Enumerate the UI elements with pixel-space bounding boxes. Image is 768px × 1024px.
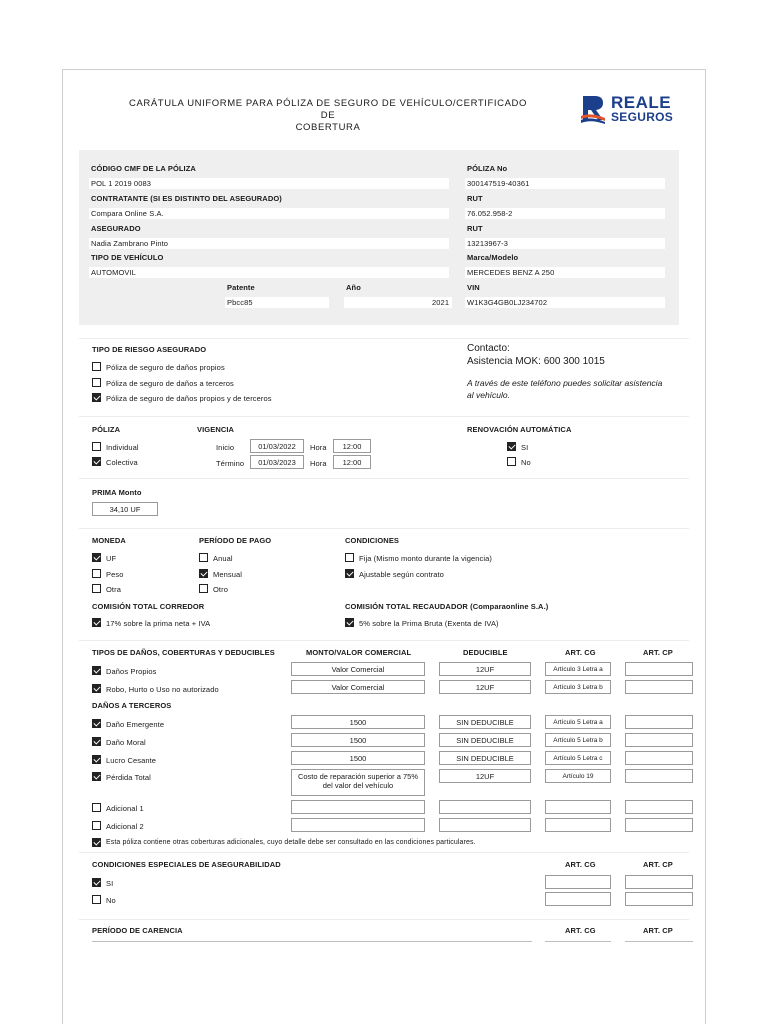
moneda-option-label: Otra	[106, 585, 121, 594]
deducible-field[interactable]: SIN DEDUCIBLE	[439, 751, 531, 765]
carencia-art-cg-header: ART. CG	[565, 926, 596, 935]
renovacion-no-checkbox[interactable]	[507, 457, 516, 466]
condiciones-option-label: Ajustable según contrato	[359, 570, 444, 579]
pago-option-label: Mensual	[213, 570, 243, 579]
pago-option-label: Otro	[213, 585, 228, 594]
monto-field[interactable]: 1500	[291, 733, 425, 747]
marca-value: MERCEDES BENZ A 250	[467, 268, 555, 277]
coberturas-adicionales-checkbox[interactable]	[92, 838, 101, 847]
condiciones-ajustable-checkbox[interactable]	[345, 569, 354, 578]
termino-hora-label: Hora	[310, 459, 327, 468]
comision-corredor-option: 17% sobre la prima neta + IVA	[106, 619, 211, 628]
condiciones-label: CONDICIONES	[345, 536, 400, 545]
adicional-label: Adicional 2	[106, 822, 144, 831]
contacto-note-line-2: al vehículo.	[467, 390, 510, 400]
especiales-art-cp-header: ART. CP	[643, 860, 673, 869]
comision-corredor-label: COMISIÓN TOTAL CORREDOR	[92, 602, 205, 611]
art-cg-field[interactable]: Artículo 19	[545, 769, 611, 783]
art-cp-field[interactable]	[625, 769, 693, 783]
tipo-vehiculo-value: AUTOMOVIL	[91, 268, 136, 277]
logo-text-reale: REALE	[611, 93, 672, 112]
comision-corredor-checkbox[interactable]	[92, 618, 101, 627]
contratante-label: CONTRATANTE (SI ES DISTINTO DEL ASEGURADO)	[91, 194, 282, 203]
riesgo-danos-terceros-checkbox[interactable]	[92, 378, 101, 387]
danos-terceros-label: DAÑOS A TERCEROS	[92, 701, 172, 710]
carencia-art-cp-header: ART. CP	[643, 926, 673, 935]
especiales-si-label: SI	[106, 879, 114, 888]
moneda-otra-checkbox[interactable]	[92, 584, 101, 593]
adicional-1-art-cp-field[interactable]	[625, 800, 693, 814]
moneda-option-label: UF	[106, 554, 117, 563]
riesgo-option-label: Póliza de seguro de daños a terceros	[106, 379, 234, 388]
contacto-phone: Asistencia MOK: 600 300 1015	[467, 356, 605, 367]
adicional-2-deducible-field[interactable]	[439, 818, 531, 832]
poliza-type-label: PÓLIZA	[92, 425, 121, 434]
perdida-monto-line-1: Costo de reparación superior a 75%	[297, 772, 419, 781]
anio-label: Año	[346, 283, 361, 292]
adicional-2-art-cg-field[interactable]	[545, 818, 611, 832]
prima-value-field[interactable]: 34,10 UF	[92, 502, 158, 516]
especiales-si-art-cp-field[interactable]	[625, 875, 693, 889]
lucro-cesante-checkbox[interactable]	[92, 755, 101, 764]
art-cp-field[interactable]	[625, 680, 693, 694]
moneda-option-label: Peso	[106, 570, 124, 579]
cobertura-label: Daño Emergente	[106, 720, 165, 729]
deducible-header: DEDUCIBLE	[463, 648, 508, 657]
riesgo-label: TIPO DE RIESGO ASEGURADO	[92, 345, 207, 354]
especiales-art-cg-header: ART. CG	[565, 860, 596, 869]
contacto-note-line-1: A través de este teléfono puedes solicitar asistencia	[467, 378, 663, 388]
inicio-date-field[interactable]: 01/03/2022	[250, 439, 304, 453]
art-cp-field[interactable]	[625, 733, 693, 747]
art-cp-field[interactable]	[625, 715, 693, 729]
pago-otro-checkbox[interactable]	[199, 584, 208, 593]
moneda-uf-checkbox[interactable]	[92, 553, 101, 562]
art-cg-field[interactable]: Artículo 5 Letra c	[545, 751, 611, 765]
condiciones-fija-checkbox[interactable]	[345, 553, 354, 562]
especiales-si-checkbox[interactable]	[92, 878, 101, 887]
carencia-art-cg-line	[545, 941, 611, 942]
contratante-value: Compara Online S.A.	[91, 209, 164, 218]
adicional-2-monto-field[interactable]	[291, 818, 425, 832]
comision-recaudador-checkbox[interactable]	[345, 618, 354, 627]
renovacion-label: RENOVACIÓN AUTOMÁTICA	[467, 425, 572, 434]
especiales-no-art-cg-field[interactable]	[545, 892, 611, 906]
art-cp-field[interactable]	[625, 751, 693, 765]
patente-label: Patente	[227, 283, 255, 292]
poliza-colectiva-label: Colectiva	[106, 458, 138, 467]
riesgo-propios-terceros-checkbox[interactable]	[92, 393, 101, 402]
especiales-no-checkbox[interactable]	[92, 895, 101, 904]
coberturas-note: Esta póliza contiene otras coberturas adicionales, cuyo detalle debe ser consultado en las condiciones particulares.	[106, 839, 476, 846]
art-cg-field[interactable]: Artículo 5 Letra a	[545, 715, 611, 729]
vin-label: VIN	[467, 283, 480, 292]
perdida-monto-line-2: del valor del vehículo	[322, 781, 394, 790]
deducible-field[interactable]: 12UF	[439, 769, 531, 783]
anio-value: 2021	[432, 298, 450, 307]
renovacion-si-checkbox[interactable]	[507, 442, 516, 451]
deducible-field[interactable]: SIN DEDUCIBLE	[439, 715, 531, 729]
cobertura-label: Lucro Cesante	[106, 756, 157, 765]
art-cg-field[interactable]: Artículo 3 Letra b	[545, 680, 611, 694]
patente-value: Pbcc85	[227, 298, 253, 307]
periodo-pago-label: PERÍODO DE PAGO	[199, 536, 272, 545]
cobertura-label: Daños Propios	[106, 667, 157, 676]
perdida-total-checkbox[interactable]	[92, 772, 101, 781]
riesgo-option-label: Póliza de seguro de daños propios	[106, 363, 225, 372]
termino-hora-field[interactable]: 12:00	[333, 455, 371, 469]
adicional-1-art-cg-field[interactable]	[545, 800, 611, 814]
monto-header: MONTO/VALOR COMERCIAL	[306, 648, 412, 657]
robo-hurto-checkbox[interactable]	[92, 684, 101, 693]
rut-asegurado-value: 13213967-3	[467, 239, 509, 248]
deducible-field[interactable]: 12UF	[439, 662, 531, 676]
poliza-individual-checkbox[interactable]	[92, 442, 101, 451]
art-cg-field[interactable]: Artículo 5 Letra b	[545, 733, 611, 747]
monto-field[interactable]: 1500	[291, 751, 425, 765]
especiales-no-label: No	[106, 896, 116, 905]
renovacion-no-label: No	[521, 458, 531, 467]
tipo-vehiculo-label: TIPO DE VEHÍCULO	[91, 253, 164, 262]
document-title	[123, 98, 533, 134]
vigencia-label: VIGENCIA	[197, 425, 235, 434]
title-line-1: CARÁTULA UNIFORME PARA PÓLIZA DE SEGURO DE VEHÍCULO/CERTIFICADO DE	[129, 98, 527, 121]
codigo-value: POL 1 2019 0083	[91, 179, 152, 188]
art-cp-header: ART. CP	[643, 648, 673, 657]
codigo-label: CÓDIGO CMF DE LA PÓLIZA	[91, 164, 196, 173]
vin-value: W1K3G4GB0LJ234702	[467, 298, 548, 307]
rut-asegurado-label: RUT	[467, 224, 483, 233]
poliza-no-label: PÓLIZA No	[467, 164, 508, 173]
poliza-colectiva-checkbox[interactable]	[92, 457, 101, 466]
inicio-label: Inicio	[216, 443, 235, 452]
pago-option-label: Anual	[213, 554, 233, 563]
pago-mensual-checkbox[interactable]	[199, 569, 208, 578]
renovacion-si-label: SI	[521, 443, 529, 452]
art-cg-header: ART. CG	[565, 648, 596, 657]
dano-emergente-checkbox[interactable]	[92, 719, 101, 728]
riesgo-danos-propios-checkbox[interactable]	[92, 362, 101, 371]
adicional-label: Adicional 1	[106, 804, 144, 813]
cobertura-label: Robo, Hurto o Uso no autorizado	[106, 685, 219, 694]
poliza-individual-label: Individual	[106, 443, 139, 452]
contacto-label: Contacto:	[467, 343, 510, 354]
cobertura-label: Pérdida Total	[106, 773, 151, 782]
rut-contratante-label: RUT	[467, 194, 483, 203]
pago-anual-checkbox[interactable]	[199, 553, 208, 562]
condiciones-option-label: Fija (Mismo monto durante la vigencia)	[359, 554, 493, 563]
art-cp-field[interactable]	[625, 662, 693, 676]
adicional-2-art-cp-field[interactable]	[625, 818, 693, 832]
moneda-label: MONEDA	[92, 536, 126, 545]
termino-date-field[interactable]: 01/03/2023	[250, 455, 304, 469]
inicio-hora-label: Hora	[310, 443, 327, 452]
dano-moral-checkbox[interactable]	[92, 737, 101, 746]
cobertura-label: Daño Moral	[106, 738, 146, 747]
title-line-2: COBERTURA	[295, 122, 361, 133]
rut-contratante-value: 76.052.958-2	[467, 209, 513, 218]
especiales-si-art-cg-field[interactable]	[545, 875, 611, 889]
policy-document	[62, 69, 706, 1024]
deducible-field[interactable]: SIN DEDUCIBLE	[439, 733, 531, 747]
asegurado-value: Nadia Zambrano Pinto	[91, 239, 169, 248]
comision-recaudador-label: COMISIÓN TOTAL RECAUDADOR (Comparaonline S.A.)	[345, 602, 549, 611]
deducible-field[interactable]: 12UF	[439, 680, 531, 694]
comision-recaudador-option: 5% sobre la Prima Bruta (Exenta de IVA)	[359, 619, 499, 628]
inicio-hora-field[interactable]: 12:00	[333, 439, 371, 453]
carencia-label: PERÍODO DE CARENCIA	[92, 926, 183, 935]
marca-label: Marca/Modelo	[467, 253, 519, 262]
adicional-2-checkbox[interactable]	[92, 821, 101, 830]
moneda-peso-checkbox[interactable]	[92, 569, 101, 578]
reale-logo	[581, 93, 681, 125]
especiales-no-art-cp-field[interactable]	[625, 892, 693, 906]
carencia-input-line	[92, 941, 532, 942]
especiales-label: CONDICIONES ESPECIALES DE ASEGURABILIDAD	[92, 860, 281, 869]
adicional-1-monto-field[interactable]	[291, 800, 425, 814]
art-cg-field[interactable]: Artículo 3 Letra a	[545, 662, 611, 676]
policy-info-panel	[79, 150, 679, 325]
perdida-monto-field[interactable]	[291, 769, 425, 796]
monto-field[interactable]: Valor Comercial	[291, 662, 425, 676]
logo-text-seguros: SEGUROS	[611, 110, 674, 124]
termino-label: Término	[216, 459, 245, 468]
adicional-1-checkbox[interactable]	[92, 803, 101, 812]
adicional-1-deducible-field[interactable]	[439, 800, 531, 814]
logo-mark-icon	[581, 94, 605, 124]
poliza-no-value: 300147519-40361	[467, 179, 530, 188]
riesgo-option-label: Póliza de seguro de daños propios y de terceros	[106, 394, 272, 403]
coberturas-header: TIPOS DE DAÑOS, COBERTURAS Y DEDUCIBLES	[92, 648, 275, 657]
monto-field[interactable]: 1500	[291, 715, 425, 729]
danos-propios-checkbox[interactable]	[92, 666, 101, 675]
asegurado-label: ASEGURADO	[91, 224, 141, 233]
prima-label: PRIMA Monto	[92, 488, 142, 497]
monto-field[interactable]: Valor Comercial	[291, 680, 425, 694]
carencia-art-cp-line	[625, 941, 693, 942]
